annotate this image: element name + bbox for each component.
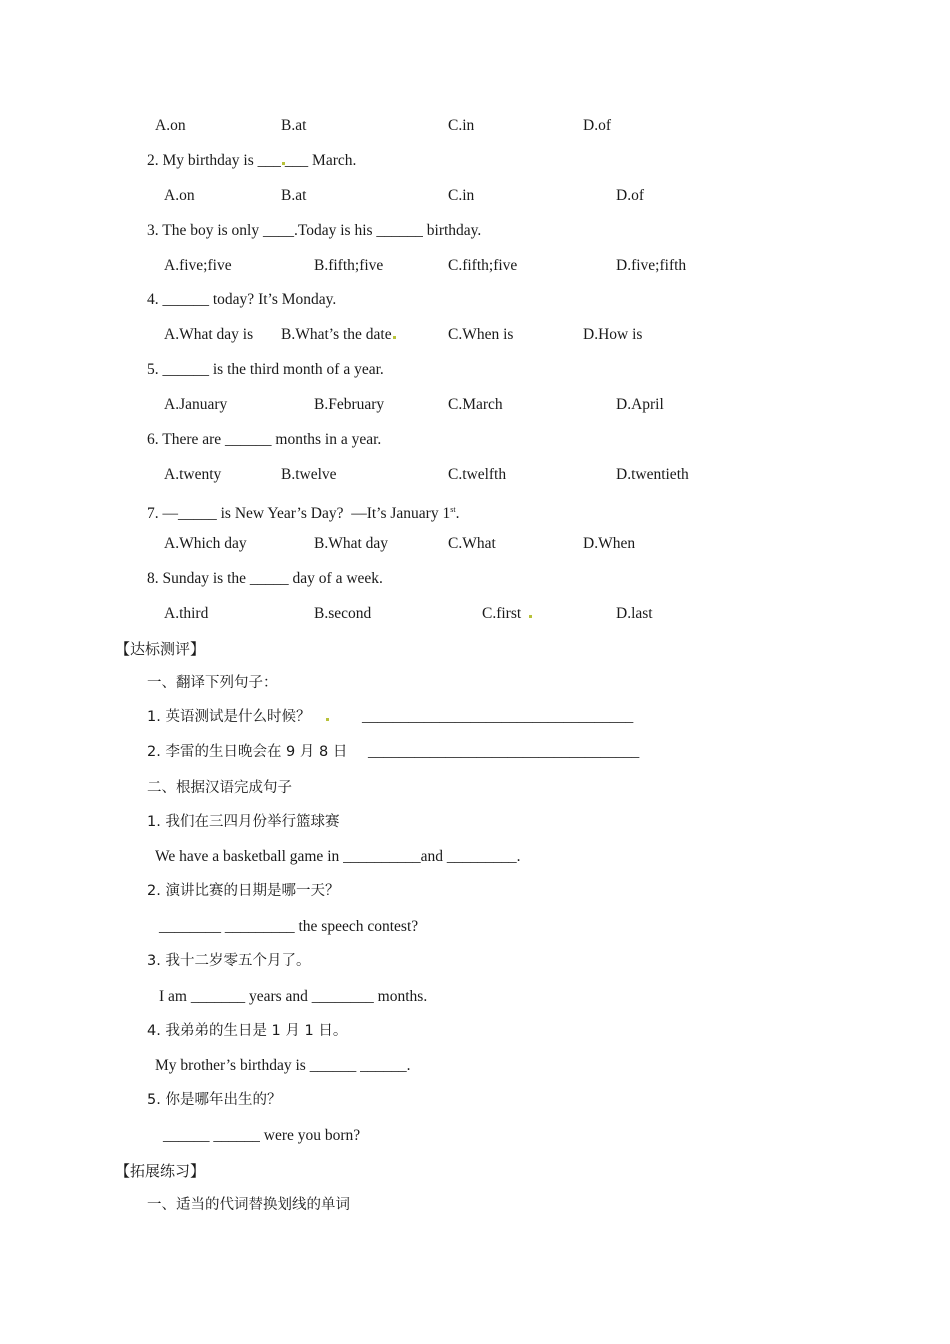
complete-item-1-cn: 1. 我们在三四月份举行篮球赛 (147, 814, 340, 830)
q5-option-c: C.March (448, 396, 503, 413)
q2-option-b: B.at (281, 187, 307, 204)
q5-stem: 5. ______ is the third month of a year. (147, 361, 384, 378)
translate-item-1: 1. 英语测试是什么时候？ (147, 707, 329, 727)
q4-option-b: B.What’s the date (281, 325, 396, 345)
q7-stem: 7. —_____ is New Year’s Day? —It’s January 1st. (147, 505, 460, 522)
complete-item-4-cn: 4. 我弟弟的生日是 1 月 1 日。 (147, 1023, 348, 1039)
q4-option-a: A.What day is (164, 326, 254, 343)
q3-option-c: C.fifth;five (448, 257, 518, 274)
answer-line-2: ___________________________________ (368, 743, 640, 760)
q5-option-b: B.February (314, 396, 385, 413)
q2-option-a: A.on (164, 187, 195, 204)
q4-option-c: C.When is (448, 326, 514, 343)
q1-option-d: D.of (583, 117, 611, 134)
q6-stem: 6. There are ______ months in a year. (147, 431, 382, 448)
complete-item-5-cn: 5. 你是哪年出生的？ (147, 1092, 282, 1108)
translate-item-2: 2. 李雷的生日晚会在 9 月 8 日 (147, 744, 348, 760)
complete-item-2-en: ________ _________ the speech contest? (159, 918, 419, 935)
q3-stem: 3. The boy is only ____.Today is his ______ birthday. (147, 222, 482, 239)
q8-option-d: D.last (616, 605, 653, 622)
q2-option-c: C.in (448, 187, 475, 204)
marker-dot (393, 336, 396, 339)
q3-option-d: D.five;fifth (616, 257, 687, 274)
q5-option-a: A.January (164, 396, 228, 413)
q1-option-a: A.on (155, 117, 186, 134)
q3-option-a: A.five;five (164, 257, 232, 274)
complete-item-4-en: My brother’s birthday is ______ ______. (155, 1057, 411, 1074)
complete-item-1-en: We have a basketball game in __________and _________. (155, 848, 521, 865)
answer-line-1: ___________________________________ (362, 708, 634, 725)
q6-option-c: C.twelfth (448, 466, 507, 483)
q4-option-d: D.How is (583, 326, 643, 343)
extension-part1-title: 一、适当的代词替换划线的单词 (147, 1197, 350, 1213)
q4-stem: 4. ______ today? It’s Monday. (147, 291, 337, 308)
q6-option-a: A.twenty (164, 466, 222, 483)
q1-option-c: C.in (448, 117, 475, 134)
complete-item-3-cn: 3. 我十二岁零五个月了。 (147, 953, 311, 969)
complete-item-2-cn: 2. 演讲比赛的日期是哪一天？ (147, 883, 340, 899)
q5-option-d: D.April (616, 396, 664, 413)
marker-dot (326, 718, 329, 721)
q1-option-b: B.at (281, 117, 307, 134)
q8-stem: 8. Sunday is the _____ day of a week. (147, 570, 383, 587)
complete-item-3-en: I am _______ years and ________ months. (159, 988, 428, 1005)
q8-option-b: B.second (314, 605, 372, 622)
q6-option-b: B.twelve (281, 466, 337, 483)
q7-option-d: D.When (583, 535, 636, 552)
part2-title: 二、根据汉语完成句子 (147, 780, 292, 796)
q7-option-a: A.Which day (164, 535, 247, 552)
marker-dot (529, 615, 532, 618)
q3-option-b: B.fifth;five (314, 257, 384, 274)
q6-option-d: D.twentieth (616, 466, 689, 483)
q2-option-d: D.of (616, 187, 644, 204)
q8-option-a: A.third (164, 605, 209, 622)
q2-stem: 2. My birthday is ___ ___ March. (147, 152, 357, 169)
section-heading-extension: 【拓展练习】 (115, 1162, 206, 1180)
part1-title: 一、翻译下列句子： (147, 675, 278, 691)
q7-option-c: C.What (448, 535, 496, 552)
q8-option-c: C.first (482, 604, 532, 624)
q7-option-b: B.What day (314, 535, 389, 552)
section-heading-assessment: 【达标测评】 (115, 640, 206, 658)
complete-item-5-en: ______ ______ were you born? (163, 1127, 361, 1144)
